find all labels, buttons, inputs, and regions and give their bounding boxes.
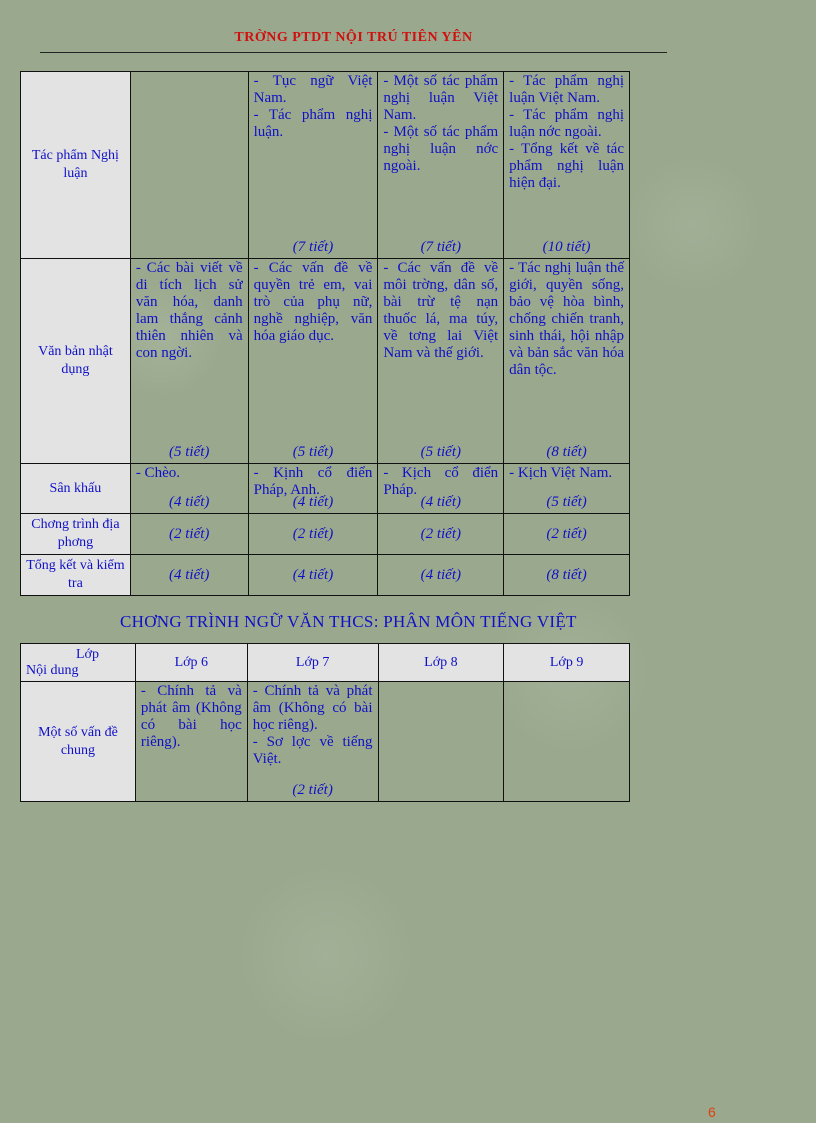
table-cell	[378, 464, 504, 514]
table-cell	[248, 259, 378, 464]
lesson-count: (7 tiết)	[420, 239, 461, 255]
corner-bottom-label: Nội dung	[26, 662, 79, 678]
row-label: Một số vấn đề chung	[21, 682, 136, 802]
lesson-count: (4 tiết)	[169, 566, 210, 583]
lesson-count: (5 tiết)	[420, 444, 461, 460]
lesson-count: (4 tiết)	[292, 494, 334, 510]
literature-program-table	[20, 71, 630, 596]
table-cell	[130, 555, 248, 596]
cell-text: - Kịch cổ điển Pháp.	[383, 465, 499, 498]
lesson-count: (10 tiết)	[542, 239, 591, 255]
cell-text: - Một số tác phẩm nghị luận Việt Nam. - Một số tác phẩm nghị luận nớc ngoài.	[383, 73, 499, 174]
table-cell	[378, 682, 504, 802]
cell-text: - Tác nghị luận thế giới, quyền sống, bảo vệ hòa bình, chống chiến tranh, sinh thái, hội nhập và bản sắc văn hóa dân tộc.	[509, 260, 624, 378]
table-cell	[504, 555, 630, 596]
table-cell	[130, 72, 248, 259]
lesson-count: (4 tiết)	[292, 566, 334, 583]
table-row	[21, 259, 630, 464]
column-header: Lớp 7	[247, 644, 378, 682]
cell-text: - Chính tả và phát âm (Không có bài học riêng). - Sơ lợc về tiếng Việt.	[252, 683, 373, 767]
lesson-count: (8 tiết)	[546, 444, 587, 460]
table-row	[21, 682, 630, 802]
corner-header	[21, 644, 136, 682]
lesson-count: (2 tiết)	[546, 525, 587, 542]
lesson-count: (5 tiết)	[169, 444, 210, 460]
lesson-count: (8 tiết)	[546, 566, 587, 583]
table-cell	[135, 682, 247, 802]
table-row	[21, 514, 630, 555]
corner-top-label: Lớp	[76, 646, 99, 662]
table-cell	[378, 514, 504, 555]
lesson-count: (7 tiết)	[292, 239, 334, 255]
column-header: Lớp 8	[378, 644, 504, 682]
table-cell	[504, 464, 630, 514]
lesson-count: (4 tiết)	[420, 566, 461, 583]
table-cell	[247, 682, 378, 802]
table-cell	[504, 72, 630, 259]
lesson-count: (2 tiết)	[292, 525, 334, 542]
row-label: Sân khấu	[21, 464, 131, 514]
lesson-count: (4 tiết)	[169, 494, 210, 510]
row-label: Chơng trình địa phơng	[21, 514, 131, 555]
table-cell	[378, 555, 504, 596]
table-cell	[248, 72, 378, 259]
table-header-row	[21, 644, 630, 682]
cell-text: - Các vấn đề về môi trờng, dân số, bài trừ tệ nạn thuốc lá, ma túy, về tơng lai Việt Nam và thế giới.	[383, 260, 499, 361]
column-header: Lớp 9	[504, 644, 630, 682]
page-number: 6	[708, 1104, 716, 1120]
table-cell	[378, 259, 504, 464]
table-cell	[378, 72, 504, 259]
table-cell	[504, 259, 630, 464]
table-row	[21, 72, 630, 259]
lesson-count: (2 tiết)	[169, 525, 210, 542]
table-cell	[504, 514, 630, 555]
table-cell	[130, 259, 248, 464]
row-label: Tác phẩm Nghị luận	[21, 72, 131, 259]
lesson-count: (2 tiết)	[292, 782, 333, 798]
page-header: TRỜNG PTDT NỘI TRÚ TIÊN YÊN	[40, 30, 667, 53]
lesson-count: (2 tiết)	[420, 525, 461, 542]
table-cell	[248, 514, 378, 555]
table-row	[21, 555, 630, 596]
cell-text: - Tác phẩm nghị luận Việt Nam. - Tác phẩm nghị luận nớc ngoài. - Tổng kết về tác phẩm nghị luận hiện đại.	[509, 73, 624, 191]
table-row	[21, 464, 630, 514]
table-cell	[504, 682, 630, 802]
vietnamese-language-table	[20, 643, 630, 802]
table-cell	[248, 464, 378, 514]
cell-text: - Chèo.	[135, 465, 180, 481]
row-label: Văn bản nhật dụng	[21, 259, 131, 464]
table-cell	[248, 555, 378, 596]
lesson-count: (5 tiết)	[546, 494, 587, 510]
lesson-count: (5 tiết)	[292, 444, 334, 460]
section-title: CHƠNG TRÌNH NGỮ VĂN THCS: PHÂN MÔN TIẾNG VIỆT	[120, 612, 577, 631]
lesson-count: (4 tiết)	[420, 494, 461, 510]
cell-text: - Chính tả và phát âm (Không có bài học riêng).	[140, 683, 242, 750]
cell-text: - Các bài viết về di tích lịch sử văn hóa, danh lam thắng cảnh thiên nhiên và con ngời.	[135, 260, 243, 361]
column-header: Lớp 6	[135, 644, 247, 682]
table-cell	[130, 464, 248, 514]
table-cell	[130, 514, 248, 555]
row-label: Tổng kết và kiểm tra	[21, 555, 131, 596]
cell-text: - Kịnh cổ điển Pháp, Anh.	[253, 465, 373, 498]
cell-text: - Kịch Việt Nam.	[509, 465, 613, 481]
cell-text: - Tục ngữ Việt Nam. - Tác phẩm nghị luận.	[253, 73, 373, 140]
cell-text: - Các vấn đề về quyền trẻ em, vai trò của phụ nữ, nghề nghiệp, văn hóa giáo dục.	[253, 260, 373, 344]
